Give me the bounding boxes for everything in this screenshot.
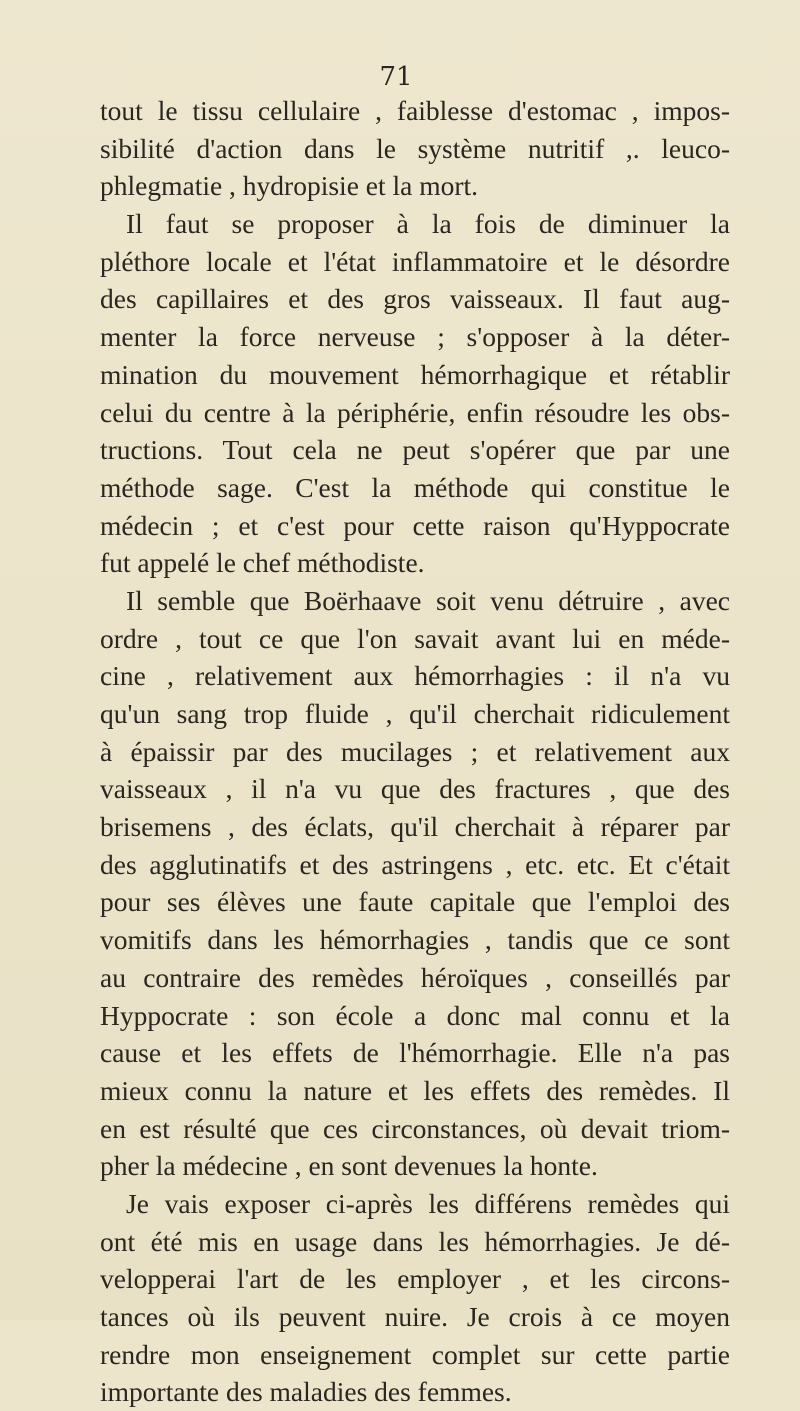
- text-line: vomitifs dans les hémorrhagies , tandis que ce sont: [100, 924, 730, 956]
- text-line: pher la médecine , en sont devenues la honte.: [100, 1150, 598, 1182]
- text-line: fut appelé le chef méthodiste.: [100, 547, 425, 579]
- text-line: cine , relativement aux hémorrhagies : il n'a vu: [100, 660, 730, 692]
- text-line: vaisseaux , il n'a vu que des fractures , que des: [100, 773, 730, 805]
- text-line: ont été mis en usage dans les hémorrhagies. Je dé-: [100, 1225, 730, 1257]
- text-line: mination du mouvement hémorrhagique et rétablir: [100, 358, 730, 390]
- text-line: cause et les effets de l'hémorrhagie. Elle n'a pas: [100, 1037, 730, 1069]
- text-line: tances où ils peuvent nuire. Je crois à ce moyen: [100, 1301, 730, 1332]
- text-line: tout le tissu cellulaire , faiblesse d'estomac , impos-: [100, 95, 730, 126]
- text-line: importante des maladies des femmes.: [100, 1376, 512, 1408]
- text-line: menter la force nerveuse ; s'opposer à la déter-: [100, 321, 730, 353]
- text-line: pléthore locale et l'état inflammatoire et le désordre: [100, 245, 730, 277]
- text-line: à épaissir par des mucilages ; et relativement aux: [100, 735, 730, 767]
- text-line: Il faut se proposer à la fois de diminuer la: [126, 208, 730, 240]
- body-text: [100, 92, 730, 1411]
- text-line: des agglutinatifs et des astringens , etc. etc. Et c'était: [100, 848, 730, 880]
- text-line: rendre mon enseignement complet sur cette partie: [100, 1338, 730, 1370]
- page-number: 71: [379, 62, 413, 92]
- text-line: Il semble que Boërhaave soit venu détruire , avec: [126, 584, 730, 616]
- text-line: au contraire des remèdes héroïques , conseillés par: [100, 961, 730, 993]
- text-line: en est résulté que ces circonstances, où devait triom-: [100, 1112, 730, 1144]
- text-line: qu'un sang trop fluide , qu'il cherchait ridiculement: [100, 698, 730, 729]
- text-line: médecin ; et c'est pour cette raison qu'Hyppocrate: [100, 509, 730, 541]
- text-line: Hyppocrate : son école a donc mal connu et la: [100, 999, 730, 1031]
- text-line: pour ses élèves une faute capitale que l'emploi des: [100, 886, 730, 918]
- text-line: brisemens , des éclats, qu'il cherchait à réparer par: [100, 811, 730, 843]
- text-line: velopperai l'art de les employer , et les circons-: [100, 1263, 730, 1295]
- text-line: mieux connu la nature et les effets des remèdes. Il: [100, 1074, 730, 1106]
- text-line: celui du centre à la périphérie, enfin résoudre les obs-: [100, 396, 730, 428]
- text-line: des capillaires et des gros vaisseaux. Il faut aug-: [100, 283, 730, 315]
- text-line: Je vais exposer ci-après les différens remèdes qui: [126, 1187, 730, 1219]
- text-line: tructions. Tout cela ne peut s'opérer que par une: [100, 434, 730, 466]
- text-line: méthode sage. C'est la méthode qui constitue le: [100, 471, 730, 503]
- text-line: sibilité d'action dans le système nutritif ,. leuco-: [100, 132, 730, 164]
- text-line: ordre , tout ce que l'on savait avant lui en méde-: [100, 622, 730, 654]
- text-line: phlegmatie , hydropisie et la mort.: [100, 170, 479, 202]
